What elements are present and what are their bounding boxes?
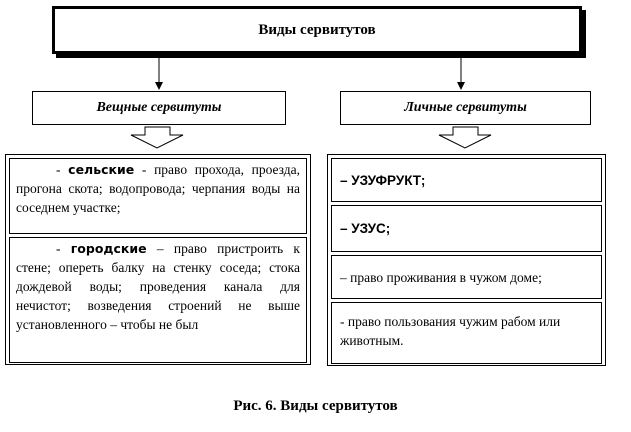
block-arrow-left bbox=[131, 127, 183, 148]
left-branch-label: Вещные сервитуты bbox=[96, 100, 222, 115]
right-items-column bbox=[327, 154, 606, 366]
left-item-rural-term: сельские bbox=[68, 162, 135, 177]
left-branch-box bbox=[32, 91, 286, 125]
left-items-column bbox=[5, 154, 311, 365]
right-branch-label: Личные сервитуты bbox=[404, 100, 527, 115]
arrowhead-left bbox=[155, 82, 163, 90]
right-item-usufruct bbox=[331, 158, 602, 202]
figure-caption: Рис. 6. Виды сервитутов bbox=[233, 398, 398, 414]
right-item-slave-use bbox=[331, 302, 602, 364]
right-item-habitation bbox=[331, 255, 602, 299]
left-item-urban-text: – право пристроить к стене; опереть балку на стенку соседа; стока дождевой воды; проведения канала для нечистот; возведения строений не выше установленного – чтобы не был bbox=[16, 241, 300, 332]
right-item-usus bbox=[331, 205, 602, 252]
left-item-urban-term: городские bbox=[70, 241, 147, 256]
right-item-usufruct-text: – УЗУФРУКТ; bbox=[340, 172, 426, 188]
arrowhead-right bbox=[457, 82, 465, 90]
diagram-title: Виды сервитутов bbox=[258, 21, 376, 38]
left-item-urban bbox=[9, 237, 307, 363]
right-branch-box bbox=[340, 91, 591, 125]
left-item-rural-text: - право прохода, проезда, прогона скота; водопровода; черпания воды на соседнем участке; bbox=[16, 162, 300, 215]
right-item-slave-use-text: - право пользования чужим рабом или животным. bbox=[340, 314, 561, 348]
left-item-rural bbox=[9, 158, 307, 234]
left-item-urban-lead: - bbox=[56, 241, 71, 256]
right-item-usus-text: – УЗУС; bbox=[340, 221, 391, 236]
block-arrow-right bbox=[439, 127, 491, 148]
left-item-rural-lead: - bbox=[56, 162, 69, 177]
right-item-habitation-text: – право проживания в чужом доме; bbox=[340, 269, 542, 285]
diagram-title-box bbox=[52, 6, 582, 54]
